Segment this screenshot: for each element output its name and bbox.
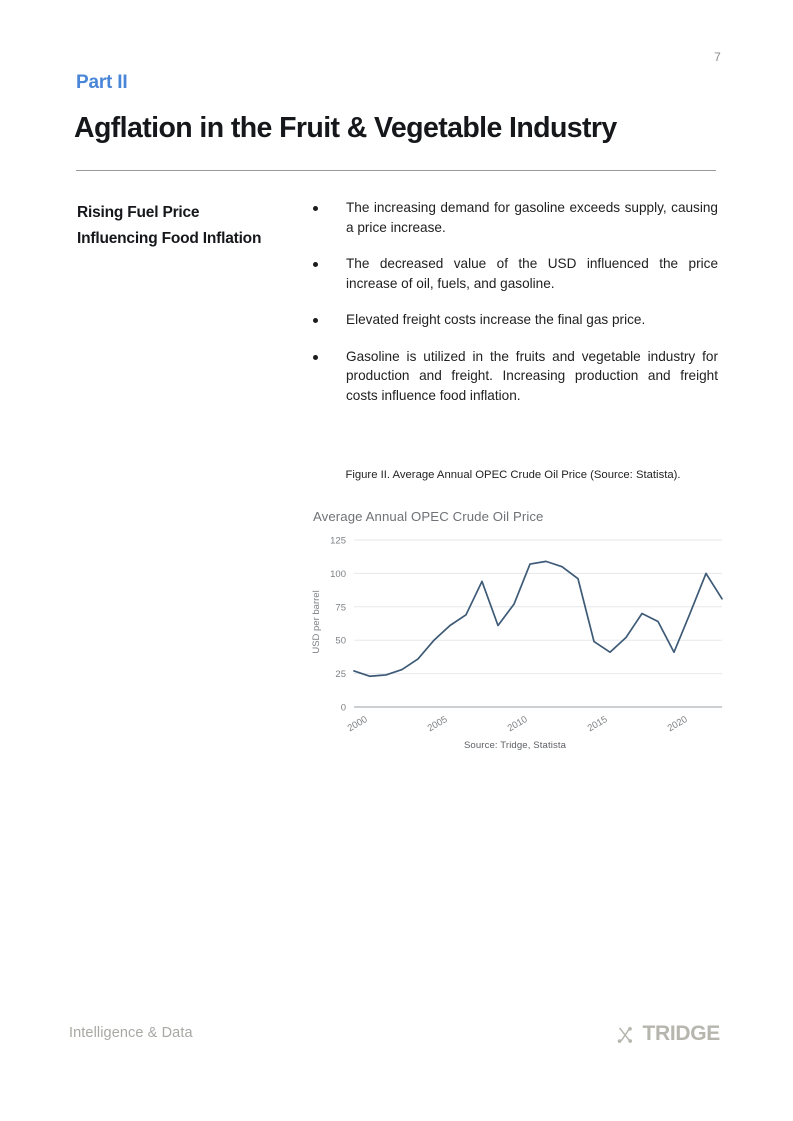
page-title: Agflation in the Fruit & Vegetable Industry [74, 112, 617, 144]
list-item [306, 310, 718, 330]
svg-text:2000: 2000 [345, 714, 370, 735]
list-item-text: Gasoline is utilized in the fruits and vegetable industry for production and freight. Increasing production and freight costs influence food inflation. [346, 348, 718, 403]
svg-text:2005: 2005 [425, 714, 450, 735]
section-heading: Rising Fuel Price Influencing Food Inflation [77, 204, 262, 247]
figure-caption: Figure II. Average Annual OPEC Crude Oil Price (Source: Statista). [345, 469, 681, 481]
tridge-mark-icon [616, 1024, 637, 1045]
chart-gridlines [354, 540, 722, 707]
chart-plot-area [300, 500, 730, 755]
list-item-text: The increasing demand for gasoline exceeds supply, causing a price increase. [346, 200, 718, 235]
svg-text:50: 50 [335, 635, 346, 647]
svg-text:125: 125 [330, 535, 346, 547]
bullet-list [306, 198, 718, 405]
chart-line-series [354, 561, 722, 676]
bullet-dot-icon [313, 262, 318, 267]
bullet-dot-icon [313, 206, 318, 211]
svg-text:2020: 2020 [665, 714, 690, 735]
chart-y-axis-label: USD per barrel [311, 590, 322, 654]
chart-x-axis-ticks [346, 714, 690, 734]
bullet-dot-icon [313, 355, 318, 360]
svg-text:2015: 2015 [585, 714, 610, 735]
list-item [306, 254, 718, 293]
svg-text:100: 100 [330, 568, 346, 580]
chart-title: Average Annual OPEC Crude Oil Price [313, 509, 544, 524]
chart-source-note: Source: Tridge, Statista [463, 740, 567, 751]
chart-y-axis-ticks [330, 536, 346, 714]
svg-text:0: 0 [340, 702, 346, 714]
tridge-logo-text: TRIDGE [642, 1022, 720, 1045]
list-item [306, 347, 718, 406]
bullet-dot-icon [313, 318, 318, 323]
svg-text:2010: 2010 [505, 714, 530, 735]
footer-label: Intelligence & Data [69, 1025, 193, 1041]
title-divider [76, 170, 716, 171]
svg-text:75: 75 [335, 602, 346, 614]
list-item-text: The decreased value of the USD influenced the price increase of oil, fuels, and gasoline. [346, 256, 718, 291]
list-item [306, 198, 718, 237]
list-item-text: Elevated freight costs increase the final gas price. [346, 312, 646, 327]
tridge-logo [616, 1022, 720, 1046]
opec-crude-oil-price-chart [300, 500, 730, 755]
page-number: 7 [714, 50, 721, 64]
part-label: Part II [76, 72, 128, 93]
svg-text:25: 25 [335, 669, 346, 681]
